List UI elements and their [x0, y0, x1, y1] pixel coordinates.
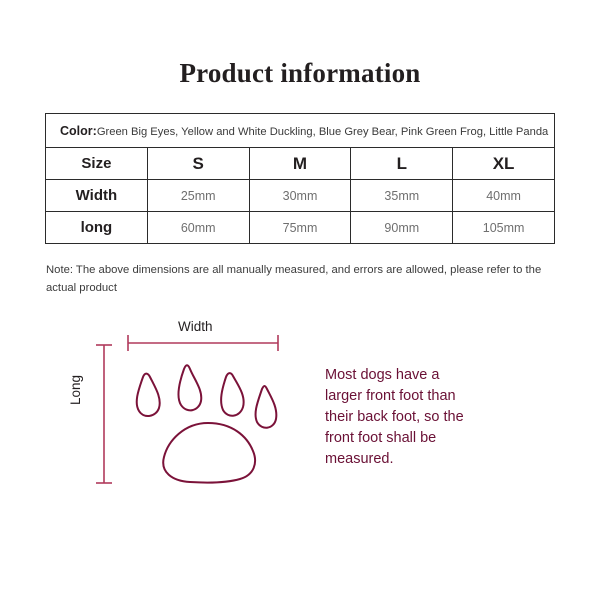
paw-measurement-diagram: [60, 305, 310, 505]
long-value-l: 90mm: [351, 212, 453, 244]
width-value-s: 25mm: [147, 180, 249, 212]
size-value-s: S: [147, 148, 249, 180]
color-cell: [46, 114, 555, 148]
row-header-size: Size: [46, 148, 148, 180]
long-value-m: 75mm: [249, 212, 351, 244]
front-foot-blurb: [325, 365, 555, 470]
blurb-line-2: larger front foot than: [325, 388, 456, 405]
color-label: Color:: [60, 123, 97, 138]
size-value-l: L: [351, 148, 453, 180]
specification-table: [45, 113, 555, 244]
row-header-long: long: [46, 212, 148, 244]
width-value-l: 35mm: [351, 180, 453, 212]
page-title: Product information: [179, 58, 421, 88]
blurb-line-3: their back foot, so the: [325, 409, 464, 426]
row-header-width: Width: [46, 180, 148, 212]
paw-pad: [163, 423, 255, 483]
measurement-note: Note: The above dimensions are all manually measured, and errors are allowed, please refer to the actual product: [46, 264, 542, 294]
paw-toes: [137, 365, 277, 427]
blurb-line-1: Most dogs have a: [325, 367, 440, 383]
width-value-m: 30mm: [249, 180, 351, 212]
table-row-color: [46, 114, 555, 148]
width-value-xl: 40mm: [453, 180, 555, 212]
color-values: Green Big Eyes, Yellow and White Duckling, Blue Grey Bear, Pink Green Frog, Little Panda: [96, 125, 549, 138]
size-value-xl: XL: [453, 148, 555, 180]
table-row: [46, 180, 555, 212]
long-rule: [96, 345, 112, 483]
width-rule: [128, 335, 278, 351]
long-value-s: 60mm: [147, 212, 249, 244]
table-row: [46, 148, 555, 180]
width-dimension-label: Width: [178, 319, 213, 334]
long-dimension-label: Long: [68, 374, 83, 405]
table-row: [46, 212, 555, 244]
long-value-xl: 105mm: [453, 212, 555, 244]
size-value-m: M: [249, 148, 351, 180]
blurb-line-5: measured.: [325, 451, 394, 468]
paw-print-icon: [60, 305, 310, 505]
blurb-line-4: front foot shall be: [325, 430, 437, 447]
